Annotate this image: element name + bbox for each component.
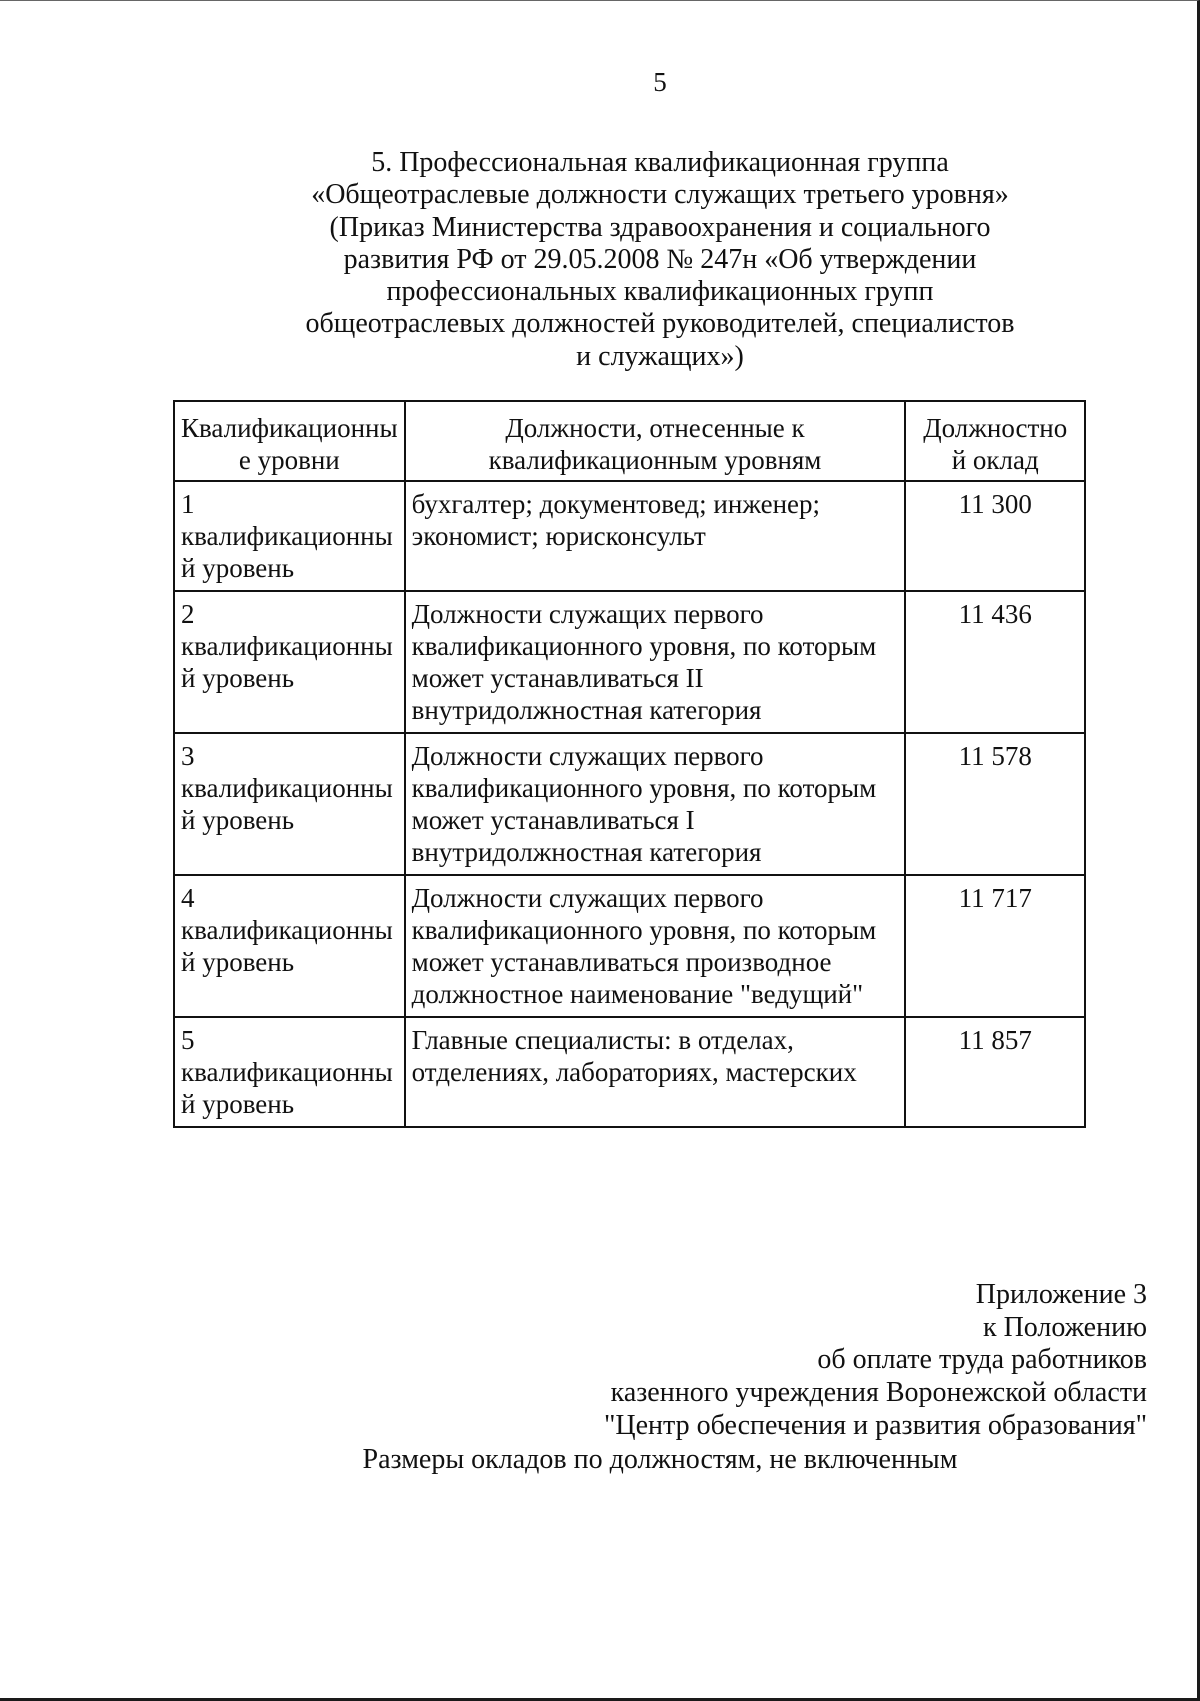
level-number: 4	[181, 883, 195, 913]
title-line: 5. Профессиональная квалификационная группа	[371, 147, 949, 178]
level-cell	[174, 591, 405, 733]
salary-cell: 11 578	[905, 733, 1085, 875]
page-number: 5	[653, 67, 667, 97]
positions-line: Главные специалисты: в отделах,	[411, 1025, 794, 1055]
positions-line: экономист; юрисконсульт	[411, 521, 706, 551]
appendix-line: казенного учреждения Воронежской области	[610, 1377, 1147, 1409]
positions-line: может устанавливаться I	[411, 805, 695, 835]
qualification-levels-table	[173, 400, 1086, 1128]
level-line: й уровень	[181, 553, 295, 583]
level-line: й уровень	[181, 805, 295, 835]
positions-line: Должности служащих первого	[411, 883, 764, 913]
level-line: квалификационны	[181, 631, 393, 661]
table-row	[174, 875, 1085, 1017]
level-line: й уровень	[181, 947, 295, 977]
title-line: развития РФ от 29.05.2008 № 247н «Об утверждении	[343, 243, 977, 275]
title-line: общеотраслевых должностей руководителей, специалистов	[305, 308, 1015, 340]
appendix-line: "Центр обеспечения и развития образования"	[603, 1409, 1147, 1441]
title-line: и служащих»)	[576, 340, 744, 372]
appendix-header	[604, 1279, 1147, 1443]
level-number: 2	[181, 599, 195, 629]
level-cell	[174, 481, 405, 591]
positions-line: внутридолжностная категория	[411, 695, 762, 725]
header-salary-line: й оклад	[951, 445, 1039, 475]
table-row	[174, 733, 1085, 875]
positions-cell	[405, 591, 906, 733]
salary-cell: 11 717	[905, 875, 1085, 1017]
positions-cell	[405, 875, 906, 1017]
level-cell	[174, 1017, 405, 1127]
positions-line: Должности служащих первого	[411, 741, 764, 771]
header-positions	[405, 401, 906, 481]
title-line: «Общеотраслевые должности служащих третьего уровня»	[311, 179, 1009, 211]
positions-cell	[405, 1017, 906, 1127]
table-row	[174, 1017, 1085, 1127]
table-row	[174, 591, 1085, 733]
header-positions-line: квалификационным уровням	[488, 445, 822, 475]
level-cell	[174, 875, 405, 1017]
table-row	[174, 481, 1085, 591]
positions-line: может устанавливаться II	[411, 663, 704, 693]
header-level-line: Квалификационны	[181, 413, 398, 443]
positions-line: Должности служащих первого	[411, 599, 764, 629]
level-number: 5	[181, 1025, 195, 1055]
positions-line: отделениях, лабораториях, мастерских	[411, 1057, 857, 1087]
title-line: профессиональных квалификационных групп	[386, 276, 934, 308]
level-line: квалификационны	[181, 773, 393, 803]
positions-line: бухгалтер; документовед; инженер;	[411, 489, 821, 519]
positions-cell	[405, 481, 906, 591]
level-cell	[174, 733, 405, 875]
header-salary-line: Должностно	[923, 413, 1068, 443]
bottom-heading: Размеры окладов по должностям, не включенным	[362, 1444, 958, 1475]
positions-line: квалификационного уровня, по которым	[411, 915, 877, 945]
level-line: й уровень	[181, 1089, 295, 1119]
positions-cell	[405, 733, 906, 875]
positions-line: может устанавливаться производное	[411, 947, 832, 977]
header-positions-line: Должности, отнесенные к	[505, 413, 805, 443]
header-level-line: е уровни	[238, 445, 340, 475]
title-line: (Приказ Министерства здравоохранения и социального	[329, 211, 991, 243]
level-line: квалификационны	[181, 915, 393, 945]
positions-line: внутридолжностная категория	[411, 837, 762, 867]
level-line: й уровень	[181, 663, 295, 693]
level-line: квалификационны	[181, 1057, 393, 1087]
level-number: 1	[181, 489, 195, 519]
positions-line: должностное наименование "ведущий"	[411, 979, 864, 1009]
salary-cell: 11 857	[905, 1017, 1085, 1127]
appendix-line: Приложение 3	[975, 1279, 1147, 1310]
section-title	[260, 147, 1060, 373]
appendix-line: к Положению	[982, 1311, 1147, 1343]
header-salary	[905, 401, 1085, 481]
table-header-row	[174, 401, 1085, 481]
level-line: квалификационны	[181, 521, 393, 551]
salary-cell: 11 436	[905, 591, 1085, 733]
appendix-line: об оплате труда работников	[817, 1344, 1147, 1376]
header-level	[174, 401, 405, 481]
level-number: 3	[181, 741, 195, 771]
positions-line: квалификационного уровня, по которым	[411, 773, 877, 803]
salary-cell: 11 300	[905, 481, 1085, 591]
positions-line: квалификационного уровня, по которым	[411, 631, 877, 661]
